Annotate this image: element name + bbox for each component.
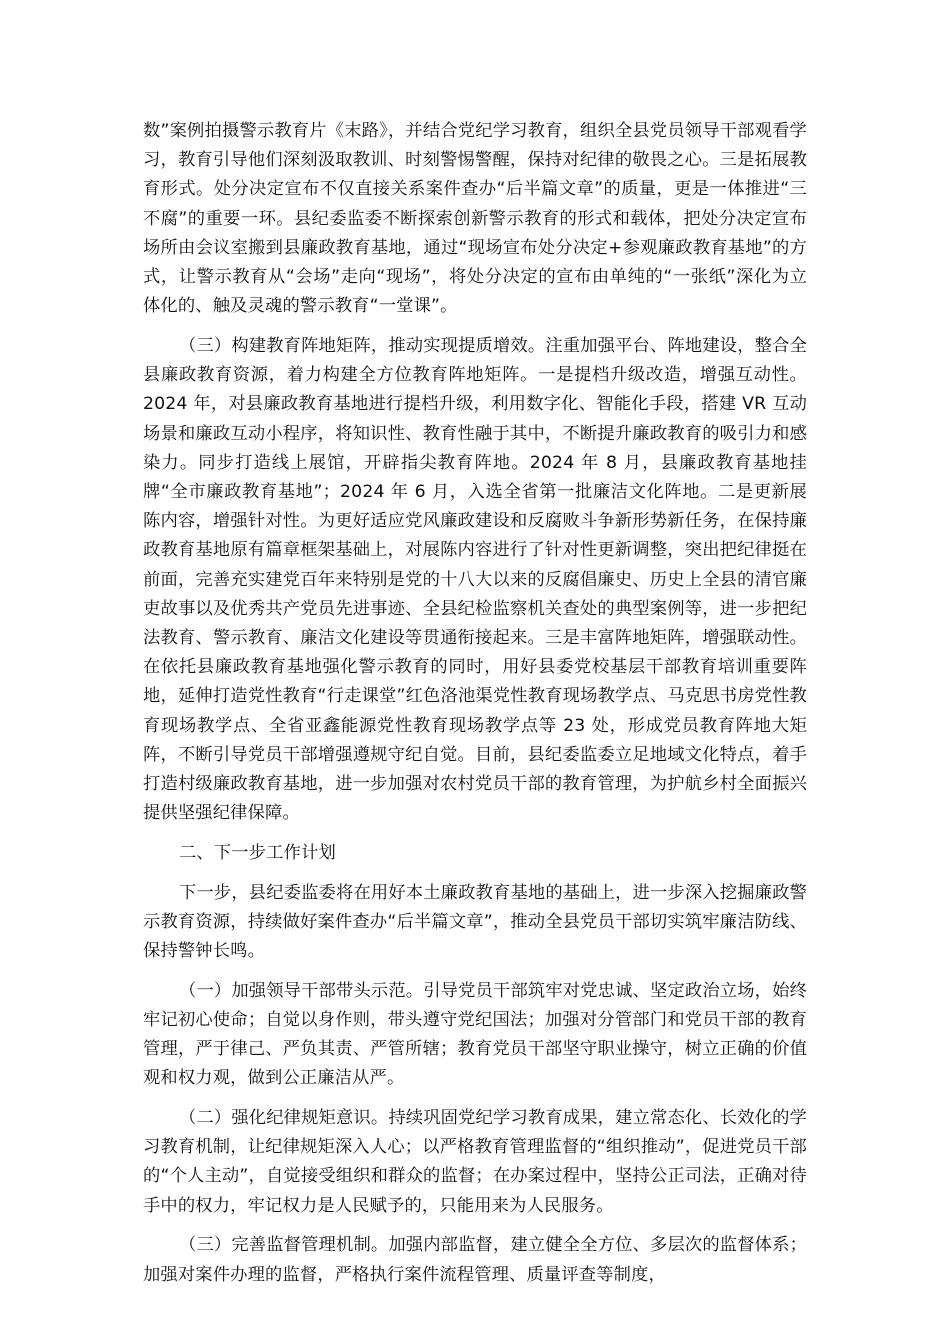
paragraph-next-steps-intro: 下一步，县纪委监委将在用好本土廉政教育基地的基础上，进一步深入挖掘廉政警示教育资源，持续做好案件查办“后半篇文章”，推动全县党员干部切实筑牢廉洁防线、保持警钟长鸣。 <box>143 882 807 961</box>
section-heading-next-steps: 二、下一步工作计划 <box>179 842 336 863</box>
paragraph-continuation: 数”案例拍摄警示教育片《末路》，并结合党纪学习教育，组织全县党员领导干部观看学习，教育引导他们深刻汲取教训、时刻警惕警醒，保持对纪律的敬畏之心。三是拓展教育形式。处分决定宣布不仅直接关系案件查办“后半篇文章”的质量，更是一体推进“三不腐”的重要一环。县纪委监委不断探索创新警示教育的形式和载体，把处分决定宣布场所由会议室搬到县廉政教育基地，通过“现场宣布处分决定+参观廉政教育基地”的方式，让警示教育从“会场”走向“现场”，将处分决定的宣布由单纯的“一张纸”深化为立体化的、触及灵魂的警示教育“一堂课”。 <box>143 121 807 317</box>
document-body <box>143 117 807 1300</box>
paragraph-item-two: （二）强化纪律规矩意识。持续巩固党纪学习教育成果，建立常态化、长效化的学习教育机制，让纪律规矩深入人心；以严格教育管理监督的“组织推动”，促进党员干部的“个人主动”，自觉接受组织和群众的监督；在办案过程中，坚持公正司法，正确对待手中的权力，牢记权力是人民赋予的，只能用来为人民服务。 <box>143 1108 807 1216</box>
paragraph-item-three: （三）完善监督管理机制。加强内部监督，建立健全全方位、多层次的监督体系；加强对案件办理的监督，严格执行案件流程管理、质量评查等制度， <box>143 1235 807 1285</box>
paragraph-item-one: （一）加强领导干部带头示范。引导党员干部筑牢对党忠诚、坚定政治立场，始终牢记初心使命；自觉以身作则，带头遵守党纪国法；加强对分管部门和党员干部的教育管理，严于律己、严负其责、严管所辖；教育党员干部坚守职业操守，树立正确的价值观和权力观，做到公正廉洁从严。 <box>143 980 807 1089</box>
paragraph-section-three-matrix: （三）构建教育阵地矩阵，推动实现提质增效。注重加强平台、阵地建设，整合全县廉政教育资源，着力构建全方位教育阵地矩阵。一是提档升级改造，增强互动性。2024 年，对县廉政教育基地进行提档升级，利用数字化、智能化手段，搭建 VR 互动场景和廉政互动小程序，将知识性、教育性融于其中，不断提升廉政教育的吸引力和感染力。同步打造线上展馆，开辟指尖教育阵地。2024 年 8 月，县廉政教育基地挂牌“全市廉政教育基地”；2024 年 6 月，入选全省第一批廉洁文化阵地。二是更新展陈内容，增强针对性。为更好适应党风廉政建设和反腐败斗争新形势新任务，在保持廉政教育基地原有篇章框架基础上，对展陈内容进行了针对性更新调整，突出把纪律挺在前面，完善充实建党百年来特别是党的十八大以来的反腐倡廉史、历史上全县的清官廉吏故事以及优秀共产党员先进事迹、全县纪检监察机关查处的典型案例等，进一步把纪法教育、警示教育、廉洁文化建设等贯通衔接起来。三是丰富阵地矩阵，增强联动性。在依托县廉政教育基地强化警示教育的同时，用好县委党校基层干部教育培训重要阵地，延伸打造党性教育“行走课堂”红色洛池渠党性教育现场教学点、马克思书房党性教育现场教学点、全省亚鑫能源党性教育现场教学点等 23 处，形成党员教育阵地大矩阵，不断引导党员干部增强遵规守纪自觉。目前，县纪委监委立足地域文化特点，着手打造村级廉政教育基地，进一步加强对农村党员干部的教育管理，为护航乡村全面振兴提供坚强纪律保障。 <box>143 335 807 824</box>
